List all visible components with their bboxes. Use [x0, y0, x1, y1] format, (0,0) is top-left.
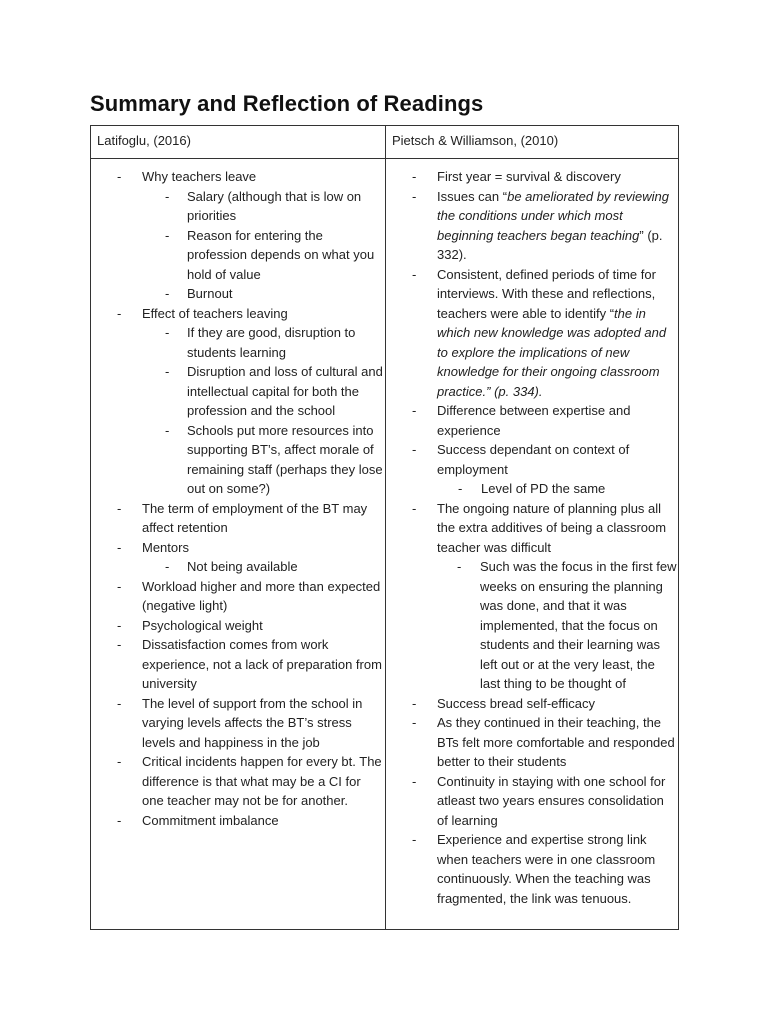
bullet-dash: - — [117, 812, 122, 828]
list-item — [99, 811, 383, 831]
left-column-header: Latifoglu, (2016) — [97, 133, 191, 148]
bullet-dash: - — [117, 169, 122, 184]
bullet-dash: - — [165, 286, 170, 301]
list-item — [393, 713, 677, 772]
list-item-text: Not being available — [187, 559, 298, 574]
list-item — [99, 167, 383, 187]
list-item-text: Reason for entering the profession depends on what you hold of value — [187, 227, 375, 282]
list-item — [99, 499, 383, 538]
list-item — [393, 499, 677, 558]
list-item-text: Level of PD the same — [481, 481, 606, 496]
list-item — [393, 694, 677, 714]
bullet-dash: - — [117, 305, 122, 321]
bullet-dash: - — [412, 773, 417, 789]
bullet-dash: - — [117, 637, 122, 652]
list-item — [393, 772, 677, 831]
right-column-header: Pietsch & Williamson, (2010) — [392, 133, 559, 148]
list-item — [393, 265, 677, 402]
bullet-dash: - — [412, 169, 417, 184]
list-item — [99, 538, 383, 558]
bullet-dash: - — [457, 559, 462, 574]
page-title: Summary and Reflection of Readings — [90, 91, 484, 116]
list-item-text: Psychological weight — [142, 617, 263, 633]
list-item-text: First year = survival & discovery — [437, 169, 621, 184]
summary-table — [90, 125, 679, 930]
bullet-dash: - — [165, 188, 170, 204]
sub-list-item — [99, 187, 383, 226]
list-item — [99, 635, 383, 694]
bullet-dash: - — [117, 500, 122, 516]
list-item-text: Such was the focus in the first few weeks on ensuring the planning was done, and that it was implemented, that the focus on students and their learning was left out or at the very least, the last thing to be thought of — [480, 559, 677, 691]
bullet-dash: - — [412, 695, 417, 711]
sub-list-item — [99, 421, 383, 499]
bullet-dash: - — [117, 617, 122, 633]
list-item — [393, 401, 677, 440]
list-item-text: Schools put more resources into supporting BT’s, affect morale of remaining staff (perhaps they lose out on some?) — [187, 422, 383, 496]
quote-lead-text: Issues can “ — [437, 188, 508, 204]
list-item-text: Disruption and loss of cultural and intellectual capital for both the profession and the school — [187, 364, 383, 418]
italic-quote: the in which new knowledge was adopted and to explore the implications of new knowledge for their ongoing classroom practice.” (p. 334). — [437, 305, 667, 399]
list-item-text: The level of support from the school in varying levels affects the BT’s stress levels and happiness in the job — [142, 695, 363, 750]
bullet-dash: - — [458, 481, 463, 496]
bullet-dash: - — [165, 325, 170, 340]
list-item — [393, 440, 677, 479]
list-item — [99, 694, 383, 753]
bullet-dash: - — [412, 715, 417, 730]
italic-quote: be ameliorated by reviewing the conditions under which most beginning teachers began teaching — [437, 188, 669, 243]
list-item-text: Dissatisfaction comes from work experience, not a lack of preparation from university — [142, 637, 382, 691]
sub-list-item — [99, 362, 383, 421]
list-item-text: Why teachers leave — [142, 169, 257, 184]
list-item-text: Success dependant on context of employment — [437, 442, 630, 477]
list-item — [99, 577, 383, 616]
list-item-text: If they are good, disruption to students learning — [187, 325, 356, 360]
bullet-dash: - — [412, 266, 417, 282]
bullet-dash: - — [117, 695, 122, 711]
quote-lead-text: Consistent, defined periods of time for interviews. With these and reflections, teachers were able to identify “ — [437, 266, 656, 321]
bullet-dash: - — [165, 559, 170, 574]
list-item — [393, 167, 677, 187]
sub-list-item — [99, 284, 383, 304]
list-item-text: The ongoing nature of planning plus all the extra additives of being a classroom teacher was difficult — [437, 500, 667, 555]
sub-list-item — [393, 557, 677, 694]
bullet-dash: - — [412, 403, 417, 418]
bullet-dash: - — [165, 422, 170, 438]
list-item — [393, 830, 677, 908]
list-item-text: As they continued in their teaching, the BTs felt more comfortable and responded better to their students — [437, 715, 675, 769]
column-divider — [385, 126, 386, 929]
list-item-text: Salary (although that is low on priorities — [187, 188, 362, 223]
bullet-dash: - — [412, 188, 417, 204]
list-item-text: Commitment imbalance — [142, 812, 279, 828]
list-item-text: Success bread self-efficacy — [437, 695, 595, 711]
list-item-text: The term of employment of the BT may affect retention — [142, 500, 368, 535]
bullet-dash: - — [412, 500, 417, 516]
left-column-list — [99, 167, 383, 830]
list-item — [393, 187, 677, 265]
sub-list-item — [99, 557, 383, 577]
right-column-list — [393, 167, 677, 908]
header-divider — [91, 158, 678, 159]
sub-list-item — [393, 479, 677, 499]
list-item-text: Experience and expertise strong link when teachers were in one classroom continuously. When the teaching was fragmented, the link was tenuous. — [437, 832, 656, 906]
list-item-text: Workload higher and more than expected (negative light) — [142, 578, 381, 613]
list-item-text: Continuity in staying with one school for atleast two years ensures consolidation of learning — [437, 773, 666, 828]
citation-text: ” (p. 332). — [437, 227, 663, 262]
sub-list-item — [99, 226, 383, 285]
sub-list-item — [99, 323, 383, 362]
list-item — [99, 304, 383, 324]
list-item-text: Burnout — [187, 286, 233, 301]
bullet-dash: - — [117, 578, 122, 594]
bullet-dash: - — [412, 832, 417, 847]
list-item — [99, 752, 383, 811]
list-item-text: Effect of teachers leaving — [142, 305, 288, 321]
bullet-dash: - — [165, 227, 170, 243]
list-item — [99, 616, 383, 636]
bullet-dash: - — [117, 754, 122, 769]
bullet-dash: - — [165, 364, 170, 379]
list-item-text: Critical incidents happen for every bt. The difference is that what may be a CI for one teacher may not be for another. — [142, 754, 382, 808]
list-item-text: Difference between expertise and experience — [437, 403, 631, 438]
list-item-text: Mentors — [142, 539, 189, 555]
bullet-dash: - — [117, 539, 122, 555]
bullet-dash: - — [412, 442, 417, 457]
